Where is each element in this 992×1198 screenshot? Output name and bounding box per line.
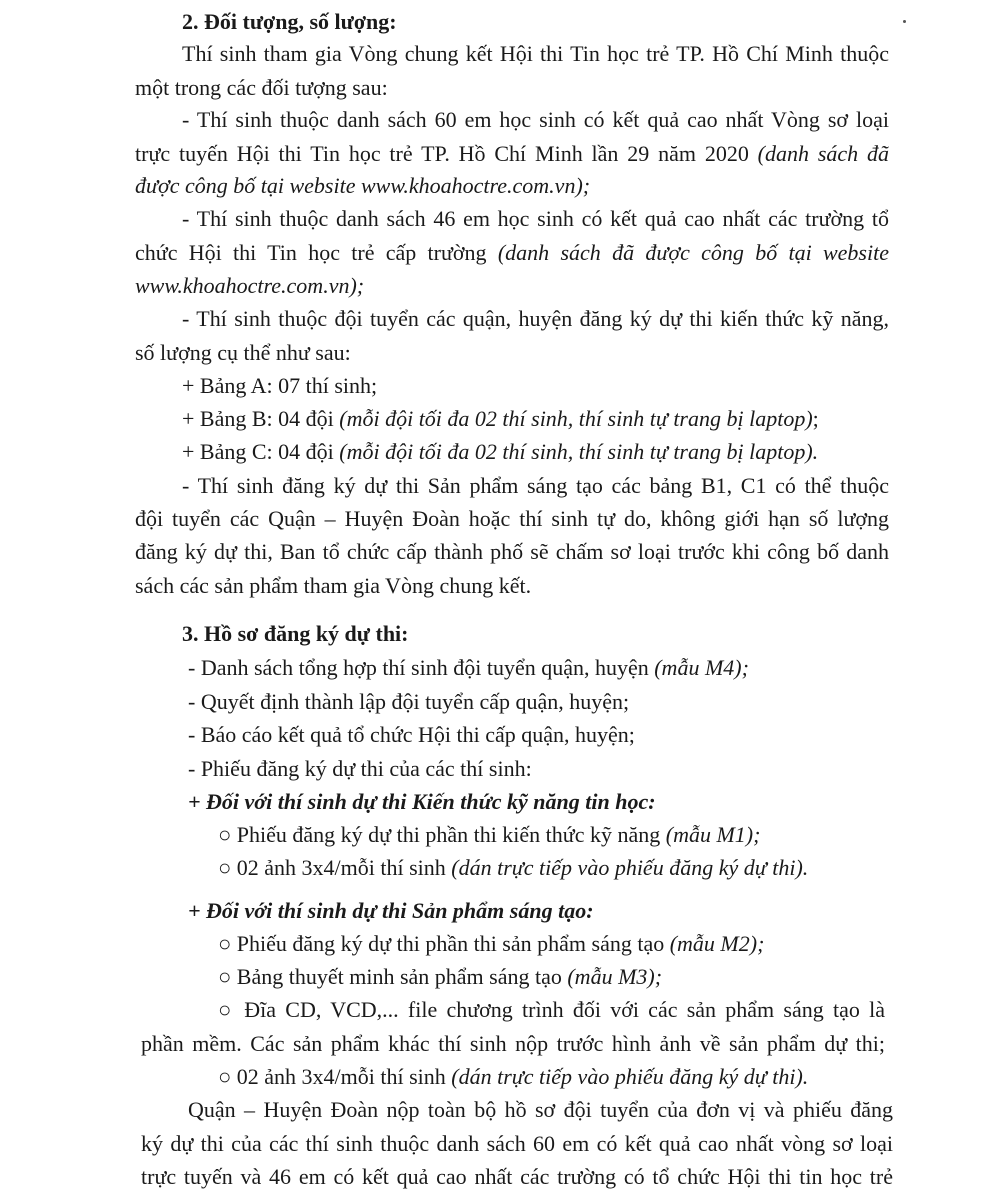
paragraph-line: trực tuyến và 46 em có kết quả cao nhất các trường có tổ chức Hội thi tin học trẻ	[141, 1164, 893, 1189]
paragraph-line: đội tuyển các Quận – Huyện Đoàn hoặc thí sinh tự do, không giới hạn số lượng	[135, 506, 889, 531]
list-item: - Quyết định thành lập đội tuyển cấp quận, huyện;	[188, 689, 630, 714]
sub-list-item: ○ Đĩa CD, VCD,... file chương trình đối với các sản phẩm sáng tạo là	[218, 997, 885, 1022]
paragraph-line: phần mềm. Các sản phẩm khác thí sinh nộp trước hình ảnh về sản phẩm dự thi;	[141, 1031, 885, 1056]
paragraph-line: Thí sinh tham gia Vòng chung kết Hội thi Tin học trẻ TP. Hồ Chí Minh thuộc	[182, 41, 889, 66]
section-3-title: 3. Hồ sơ đăng ký dự thi:	[182, 621, 409, 646]
list-item: - Danh sách tổng hợp thí sinh đội tuyển quận, huyện (mẫu M4);	[188, 655, 749, 680]
sub-list-item: ○ Bảng thuyết minh sản phẩm sáng tạo (mẫu M3);	[218, 964, 663, 989]
paragraph-line: - Thí sinh thuộc danh sách 60 em học sinh có kết quả cao nhất Vòng sơ loại	[182, 107, 889, 132]
paragraph-line: Quận – Huyện Đoàn nộp toàn bộ hồ sơ đội tuyển của đơn vị và phiếu đăng	[188, 1097, 893, 1122]
paragraph-line: chức Hội thi Tin học trẻ cấp trường (danh sách đã được công bố tại website	[135, 240, 889, 265]
paragraph-line: - Thí sinh thuộc danh sách 46 em học sinh có kết quả cao nhất các trường tổ	[182, 206, 889, 231]
paragraph-line: www.khoahoctre.com.vn);	[135, 273, 365, 298]
list-item: - Báo cáo kết quả tổ chức Hội thi cấp quận, huyện;	[188, 722, 635, 747]
paragraph-line: sách các sản phẩm tham gia Vòng chung kết.	[135, 573, 532, 598]
paragraph-line: đăng ký dự thi, Ban tổ chức cấp thành phố sẽ chấm sơ loại trước khi công bố danh	[135, 539, 889, 564]
paragraph-line: một trong các đối tượng sau:	[135, 75, 388, 100]
paragraph-line: được công bố tại website www.khoahoctre.com.vn);	[135, 173, 591, 198]
scan-speck	[903, 20, 906, 23]
paragraph-line: ký dự thi của các thí sinh thuộc danh sách 60 em có kết quả cao nhất vòng sơ loại	[141, 1131, 893, 1156]
sub-list-item: ○ Phiếu đăng ký dự thi phần thi sản phẩm sáng tạo (mẫu M2);	[218, 931, 765, 956]
list-item: + Bảng A: 07 thí sinh;	[182, 373, 378, 398]
sub-list-item: ○ 02 ảnh 3x4/mỗi thí sinh (dán trực tiếp vào phiếu đăng ký dự thi).	[218, 1064, 809, 1089]
list-item: - Phiếu đăng ký dự thi của các thí sinh:	[188, 756, 532, 781]
sub-list-item: ○ Phiếu đăng ký dự thi phần thi kiến thức kỹ năng (mẫu M1);	[218, 822, 761, 847]
paragraph-line: - Thí sinh thuộc đội tuyển các quận, huyện đăng ký dự thi kiến thức kỹ năng,	[182, 306, 889, 331]
list-item: + Bảng B: 04 đội (mỗi đội tối đa 02 thí sinh, thí sinh tự trang bị laptop);	[182, 406, 819, 431]
subsection-title: + Đối với thí sinh dự thi Kiến thức kỹ năng tin học:	[188, 789, 656, 814]
sub-list-item: ○ 02 ảnh 3x4/mỗi thí sinh (dán trực tiếp vào phiếu đăng ký dự thi).	[218, 855, 809, 880]
section-2-title: 2. Đối tượng, số lượng:	[182, 9, 397, 34]
subsection-title: + Đối với thí sinh dự thi Sản phẩm sáng tạo:	[188, 898, 594, 923]
paragraph-line: trực tuyến Hội thi Tin học trẻ TP. Hồ Chí Minh lần 29 năm 2020 (danh sách đã	[135, 141, 890, 166]
paragraph-line: - Thí sinh đăng ký dự thi Sản phẩm sáng tạo các bảng B1, C1 có thể thuộc	[182, 473, 889, 498]
list-item: + Bảng C: 04 đội (mỗi đội tối đa 02 thí sinh, thí sinh tự trang bị laptop).	[182, 439, 819, 464]
paragraph-line: số lượng cụ thể như sau:	[135, 340, 351, 365]
